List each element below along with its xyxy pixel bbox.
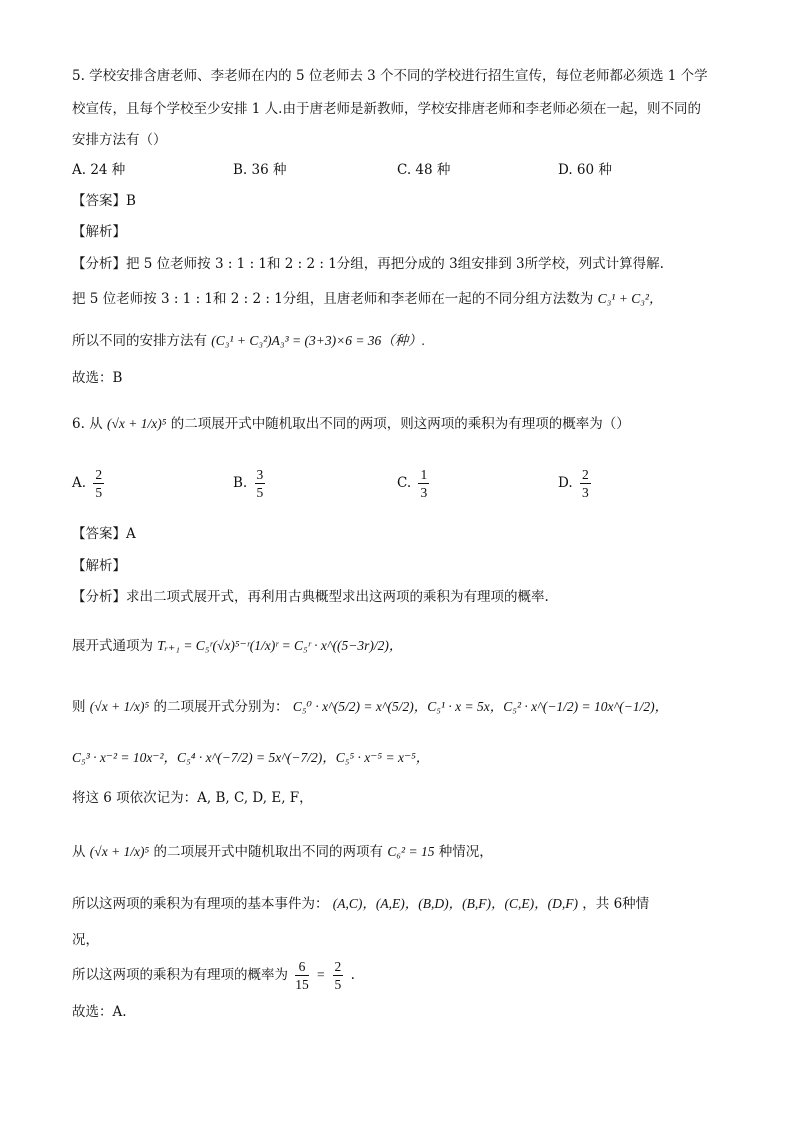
- q6-option-c: [397, 466, 432, 501]
- q6-prob-fraction1-den: 15: [295, 977, 309, 992]
- q6-option-a-den: 5: [95, 485, 103, 500]
- q5-answer: 【答案】B: [72, 193, 136, 209]
- q5-step2-math: (C₃¹ + C₃²)A₃³ = (3+3)×6 = 36（种）.: [211, 333, 426, 348]
- q6-conclusion: 故选：A.: [72, 1004, 127, 1020]
- q6-analysis-title: 【解析】: [72, 558, 126, 574]
- q5-step2: [72, 331, 425, 351]
- q6-prob-equals: =: [316, 967, 326, 982]
- q6-prob-fraction2-num: 2: [334, 959, 342, 974]
- q6-prob-fraction2: [333, 958, 344, 993]
- q5-step1-math: C₃¹ + C₃²，: [597, 291, 663, 306]
- q5-option-a: A. 24 种: [72, 162, 126, 178]
- q6-option-b-label: B.: [233, 475, 248, 491]
- q6-general-term-formula: Tᵣ₊₁ = C₅ʳ(√x)⁵⁻ʳ(1/x)ʳ = C₅ʳ · x^((5−3r)/2)，: [157, 638, 403, 653]
- q5-stem-line2: 校宣传，且每个学校至少安排 1 人.由于唐老师是新教师，学校安排唐老师和李老师必须在一起，则不同的: [72, 101, 701, 117]
- q6-pick-expr: (√x + 1/x)⁵: [89, 844, 150, 859]
- q5-step1: [72, 289, 662, 309]
- q6-expansion-line1: [72, 697, 668, 717]
- q6-naming: 将这 6 项依次记为：A, B, C, D, E, F，: [72, 790, 313, 806]
- q6-basic-events-wrap: 况，: [72, 932, 99, 948]
- q5-stem-line1: 5. 学校安排含唐老师、李老师在内的 5 位老师去 3 个不同的学校进行招生宣传，每位老师都必须选 1 个学: [72, 68, 708, 84]
- q6-basic-events: [72, 894, 649, 914]
- q6-option-a-num: 2: [95, 467, 103, 482]
- q6-prob-fraction1-num: 6: [295, 958, 309, 976]
- q6-fenxi: 【分析】求出二项式展开式，再利用古典概型求出这两项的乘积为有理项的概率.: [72, 589, 549, 605]
- q6-option-b-num: 3: [256, 467, 264, 482]
- q6-option-d: [558, 466, 594, 501]
- q6-probability: [72, 958, 355, 993]
- q5-option-c: C. 48 种: [397, 162, 451, 178]
- q6-option-d-fraction: [580, 466, 591, 501]
- q5-step1-text: 把 5 位老师按 3 : 1 : 1和 2 : 2 : 1分组，且唐老师和李老师在一起的不同分组方法数为: [72, 291, 594, 307]
- q6-general-term-label: 展开式通项为: [72, 638, 153, 654]
- q6-expansion-label: 的二项展开式分别为：: [153, 699, 289, 715]
- q5-step2-text: 所以不同的安排方法有: [72, 333, 207, 349]
- q6-pick-text: 的二项展开式中随机取出不同的两项有: [153, 844, 384, 860]
- q6-option-c-num: 1: [420, 467, 428, 482]
- q6-pick: [72, 842, 493, 862]
- q6-option-a-fraction: [93, 466, 104, 501]
- q6-stem-expr: (√x + 1/x)⁵: [106, 416, 167, 431]
- q6-prob-fraction2-den: 5: [334, 977, 342, 992]
- q6-answer: 【答案】A: [72, 526, 136, 542]
- q6-option-d-num: 2: [581, 467, 589, 482]
- q5-option-b: B. 36 种: [233, 162, 287, 178]
- q6-option-c-label: C.: [397, 475, 412, 491]
- q6-stem: [72, 414, 630, 434]
- q6-stem-prefix: 6. 从: [72, 416, 103, 432]
- q6-prob-end: .: [350, 967, 355, 983]
- q6-expansion-prefix: 则: [72, 699, 86, 715]
- q5-option-d: D. 60 种: [558, 162, 612, 178]
- q6-basic-events-math: (A,C)，(A,E)，(B,D)，(B,F)，(C,E)，(D,F): [332, 896, 578, 911]
- q6-stem-suffix: 的二项展开式中随机取出不同的两项，则这两项的乘积为有理项的概率为（）: [170, 416, 630, 432]
- q6-option-a: [72, 466, 107, 501]
- q6-prob-text: 所以这两项的乘积为有理项的概率为: [72, 967, 288, 983]
- q6-expansion-line2: [72, 748, 429, 768]
- q6-option-c-den: 3: [420, 485, 428, 500]
- q6-option-d-label: D.: [558, 475, 573, 491]
- q5-stem-line3: 安排方法有（）: [72, 132, 167, 148]
- q6-expansion-terms1: C₅⁰ · x^(5/2) = x^(5/2)，C₅¹ · x = 5x，C₅² · x^(−1/2) = 10x^(−1/2)，: [292, 699, 669, 714]
- q5-fenxi: 【分析】把 5 位老师按 3 : 1 : 1和 2 : 2 : 1分组，再把分成的 3组安排到 3所学校，列式计算得解.: [72, 256, 664, 272]
- q6-pick-suffix: 种情况，: [438, 844, 493, 860]
- q6-general-term: [72, 636, 402, 656]
- q6-prob-fraction1: [295, 958, 309, 993]
- q6-option-a-label: A.: [72, 475, 87, 491]
- q5-analysis-title: 【解析】: [72, 224, 126, 240]
- q6-pick-math: C₆² = 15: [387, 844, 435, 859]
- q6-option-b-den: 5: [256, 485, 264, 500]
- q6-option-c-fraction: [418, 466, 429, 501]
- q6-expansion-expr: (√x + 1/x)⁵: [89, 699, 150, 714]
- q6-option-b: [233, 466, 268, 501]
- q6-basic-events-text: 所以这两项的乘积为有理项的基本事件为：: [72, 896, 329, 912]
- q6-basic-events-suffix: ，共 6种情: [582, 896, 650, 912]
- q6-option-b-fraction: [255, 466, 266, 501]
- q6-pick-prefix: 从: [72, 844, 86, 860]
- q6-expansion-terms2: C₅³ · x⁻² = 10x⁻²，C₅⁴ · x^(−7/2) = 5x^(−7/2)，C₅⁵ · x⁻⁵ = x⁻⁵，: [72, 750, 430, 765]
- q6-option-d-den: 3: [581, 485, 589, 500]
- q5-conclusion: 故选：B: [72, 370, 123, 386]
